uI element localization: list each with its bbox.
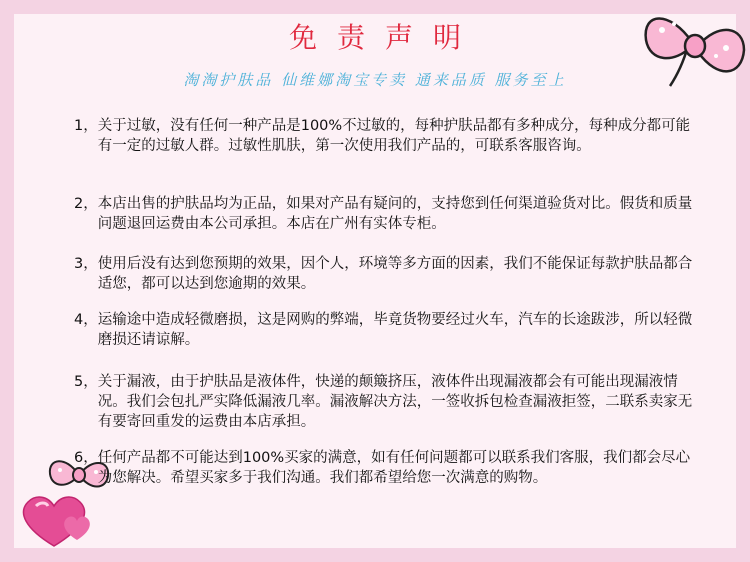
item-number: 4， bbox=[74, 312, 98, 328]
list-item bbox=[74, 448, 694, 488]
list-item bbox=[74, 194, 694, 234]
page-title: 免责声明 bbox=[288, 21, 481, 54]
item-text: 任何产品都不可能达到100%买家的满意，如有任何问题都可以联系我们客服，我们都会尽心为您解决。希望买家多于我们沟通。我们都希望给您一次满意的购物。 bbox=[97, 450, 691, 486]
pink-bow-icon bbox=[640, 0, 748, 90]
item-text: 运输途中造成轻微磨损，这是网购的弊端，毕竟货物要经过火车，汽车的长途跋涉，所以轻微磨损还请谅解。 bbox=[97, 312, 693, 348]
heart-icon bbox=[60, 512, 94, 542]
item-number: 3， bbox=[74, 256, 98, 272]
item-text: 关于过敏，没有任何一种产品是100%不过敏的，每种护肤品都有多种成分，每种成分都可能有一定的过敏人群。过敏性肌肤，第一次使用我们产品的，可联系客服咨询。 bbox=[97, 118, 691, 154]
item-number: 6， bbox=[74, 450, 98, 466]
item-number: 5， bbox=[74, 374, 98, 390]
item-number: 1， bbox=[74, 118, 98, 134]
list-item bbox=[74, 372, 694, 432]
page-subtitle: 淘淘护肤品 仙维娜淘宝专卖 通来品质 服务至上 bbox=[183, 71, 567, 89]
item-text: 本店出售的护肤品均为正品，如果对产品有疑问的，支持您到任何渠道验货对比。假货和质量问题退回运费由本公司承担。本店在广州有实体专柜。 bbox=[97, 196, 693, 232]
item-number: 2， bbox=[74, 196, 98, 212]
list-item bbox=[74, 254, 694, 294]
item-text: 关于漏液，由于护肤品是液体件，快递的颠簸挤压，液体件出现漏液都会有可能出现漏液情况。我们会包扎严实降低漏液几率。漏液解决方法，一签收拆包检查漏液拒签，二联系卖家无有要寄回重发的运费由本店承担。 bbox=[97, 374, 693, 430]
item-text: 使用后没有达到您预期的效果，因个人，环境等多方面的因素，我们不能保证每款护肤品都合适您，都可以达到您逾期的效果。 bbox=[97, 256, 693, 292]
list-item bbox=[74, 310, 694, 350]
list-item bbox=[74, 116, 694, 156]
